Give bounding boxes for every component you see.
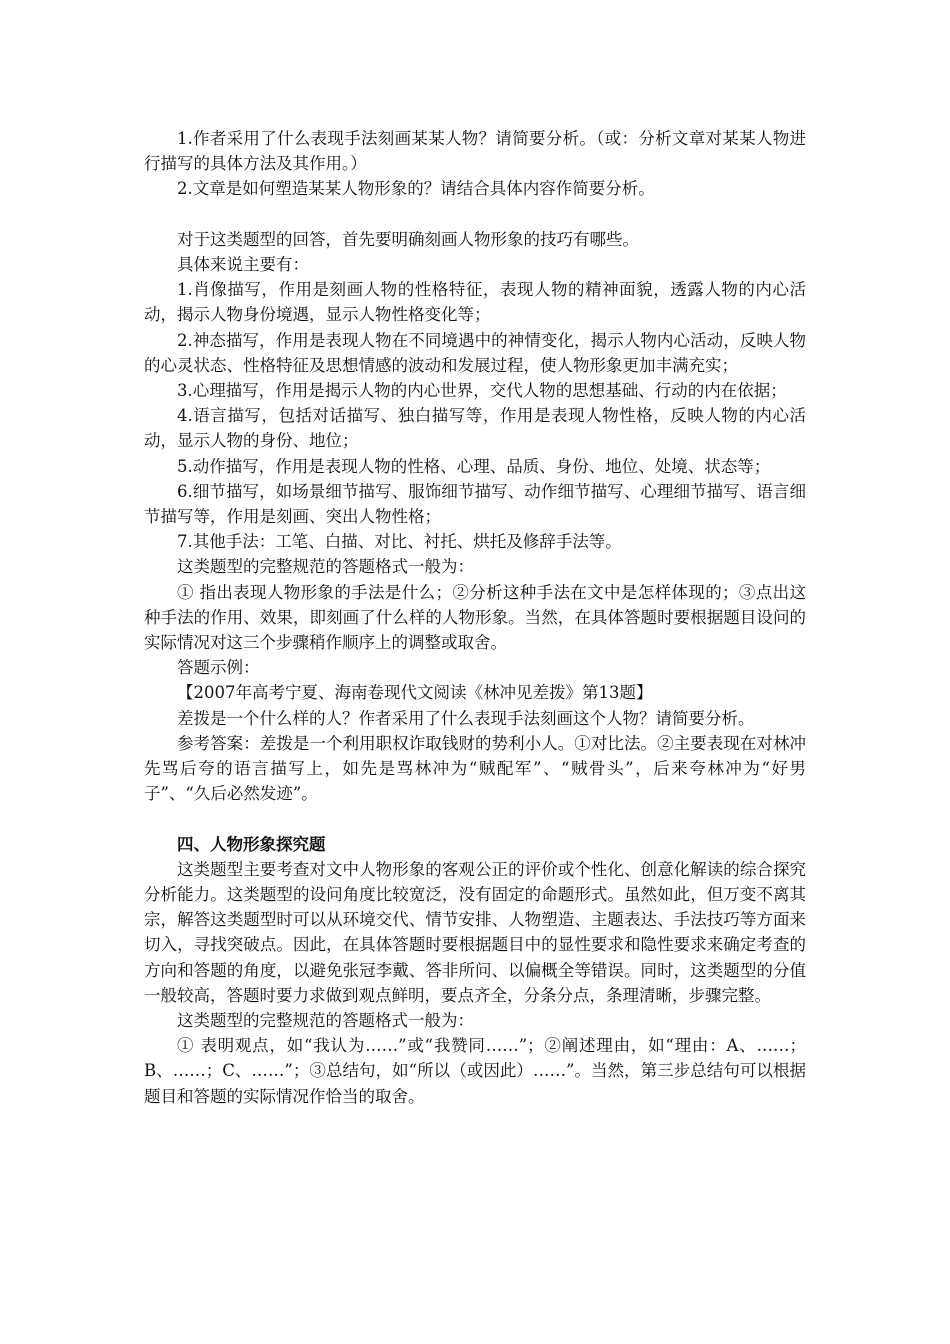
technique-expression: 2.神态描写，作用是表现人物在不同境遇中的神情变化，揭示人物内心活动，反映人物的心灵状态、性格特征及思想情感的波动和发展过程，使人物形象更加丰满充实；	[144, 330, 806, 375]
blank-line	[144, 806, 806, 831]
document-page	[144, 126, 806, 1109]
format-body-1: ① 指出表现人物形象的手法是什么；②分析这种手法在文中是怎样体现的；③点出这种手法的作用、效果，即刻画了什么样的人物形象。当然，在具体答题时要根据题目设问的实际情况对这三个步骤稍作顺序上的调整或取舍。	[144, 582, 806, 653]
section-four-body: 这类题型主要考查对文中人物形象的客观公正的评价或个性化、创意化解读的综合探究分析能力。这类题型的设问角度比较宽泛，没有固定的命题形式。虽然如此，但万变不离其宗，解答这类题型时可以从环境交代、情节安排、人物塑造、主题表达、手法技巧等方面来切入，寻找突破点。因此，在具体答题时要根据题目中的显性要求和隐性要求来确定考查的方向和答题的角度，以避免张冠李戴、答非所问、以偏概全等错误。同时，这类题型的分值一般较高，答题时要力求做到观点鲜明，要点齐全，分条分点，条理清晰，步骤完整。	[144, 859, 806, 1005]
format-lead-2: 这类题型的完整规范的答题格式一般为：	[177, 1011, 474, 1031]
example-lead: 答题示例：	[177, 658, 260, 678]
example-answer: 参考答案：差拨是一个利用职权诈取钱财的势利小人。①对比法。②主要表现在对林冲先骂后夸的语言描写上，如先是骂林冲为“贼配军”、“贼骨头”，后来夸林冲为“好男子”、“久后必然发迹”。	[144, 733, 806, 804]
technique-portrait: 1.肖像描写，作用是刻画人物的性格特征，表现人物的精神面貌，透露人物的内心活动，揭示人物身份境遇，显示人物性格变化等；	[144, 280, 806, 325]
specifics-lead: 具体来说主要有：	[177, 255, 309, 274]
technique-action: 5.动作描写，作用是表现人物的性格、心理、品质、身份、地位、处境、状态等；	[177, 456, 771, 476]
question-1: 1.作者采用了什么表现手法刻画某某人物？请简要分析。（或：分析文章对某某人物进行描写的具体方法及其作用。）	[144, 129, 806, 174]
example-source: 【2007年高考宁夏、海南卷现代文阅读《林冲见差拨》第13题】	[177, 683, 653, 703]
technique-language: 4.语言描写，包括对话描写、独白描写等，作用是表现人物性格，反映人物的内心活动，显示人物的身份、地位；	[144, 406, 806, 451]
technique-psychology: 3.心理描写，作用是揭示人物的内心世界，交代人物的思想基础、行动的内在依据；	[177, 381, 787, 401]
section-four-title: 四、人物形象探究题	[177, 834, 326, 854]
blank-line	[144, 202, 806, 227]
question-2: 2.文章是如何塑造某某人物形象的？请结合具体内容作简要分析。	[177, 179, 655, 199]
format-lead-1: 这类题型的完整规范的答题格式一般为：	[177, 557, 474, 577]
technique-detail: 6.细节描写，如场景细节描写、服饰细节描写、动作细节描写、心理细节描写、语言细节描写等，作用是刻画、突出人物性格；	[144, 481, 806, 527]
format-body-2: ① 表明观点，如“我认为……”或“我赞同……”；②阐述理由，如“理由：A、……；B、……；C、……”；③总结句，如“所以（或因此）……”。当然，第三步总结句可以根据题目和答题的实际情况作恰当的取舍。	[144, 1036, 806, 1106]
intro-paragraph: 对于这类题型的回答，首先要明确刻画人物形象的技巧有哪些。	[177, 229, 639, 249]
example-question: 差拨是一个什么样的人？作者采用了什么表现手法刻画这个人物？请简要分析。	[177, 708, 755, 728]
technique-other: 7.其他手法：工笔、白描、对比、衬托、烘托及修辞手法等。	[177, 532, 622, 552]
